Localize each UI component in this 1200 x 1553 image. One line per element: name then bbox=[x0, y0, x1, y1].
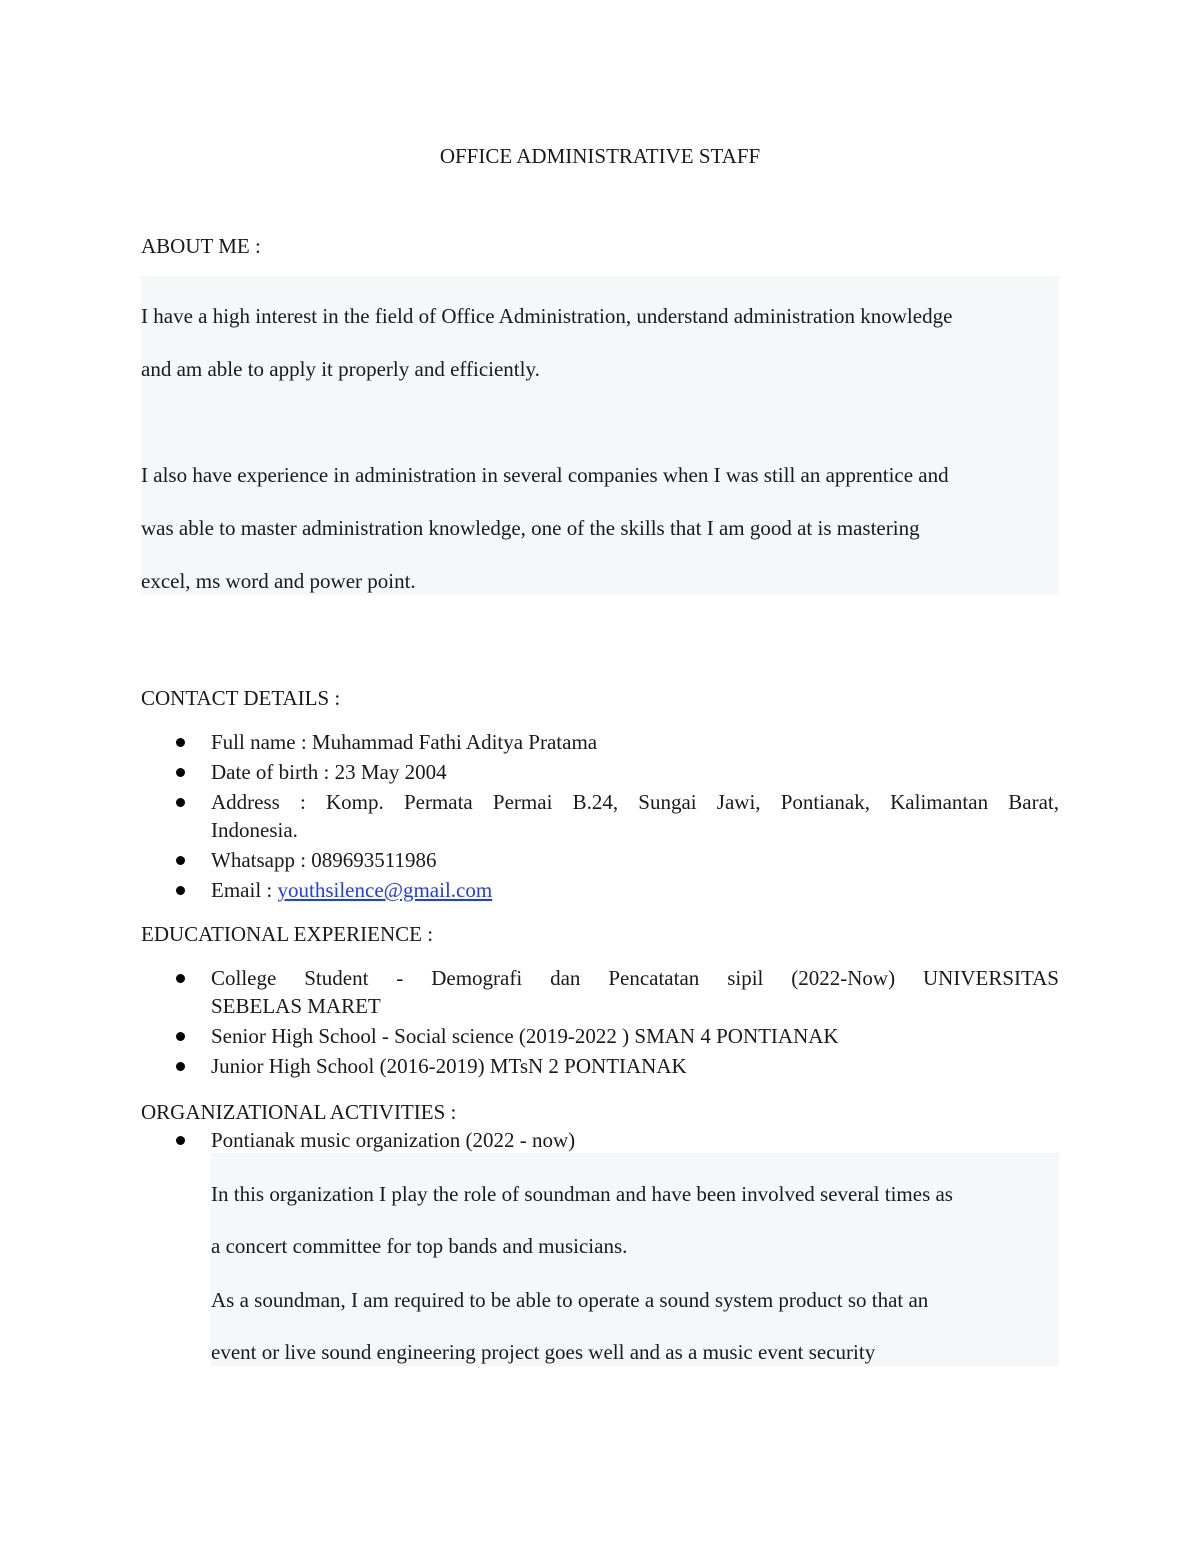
contact-heading: CONTACT DETAILS : bbox=[141, 686, 341, 710]
organization-line-3: As a soundman, I am required to be able to operate a sound system product so that an bbox=[211, 1288, 929, 1312]
about-line-1: I have a high interest in the field of Office Administration, understand administration knowledge bbox=[141, 304, 953, 328]
organization-line-4: event or live sound engineering project goes well and as a music event security bbox=[211, 1340, 876, 1364]
bullet-icon bbox=[176, 886, 185, 895]
education-item-junior-high: Junior High School (2016-2019) MTsN 2 PONTIANAK bbox=[141, 1052, 1059, 1080]
bullet-icon bbox=[176, 738, 185, 747]
bullet-icon bbox=[176, 856, 185, 865]
education-item-college: College Student - Demografi dan Pencatatan sipil (2022-Now) UNIVERSITAS SEBELAS MARET bbox=[141, 964, 1059, 1020]
about-line-2: and am able to apply it properly and efficiently. bbox=[141, 357, 540, 381]
contact-item-full-name: Full name : Muhammad Fathi Aditya Pratama bbox=[141, 728, 1059, 756]
contact-item-email bbox=[141, 876, 1059, 904]
contact-item-address: Address : Komp. Permata Permai B.24, Sungai Jawi, Pontianak, Kalimantan Barat, Indonesia. bbox=[141, 788, 1059, 844]
organization-item: Pontianak music organization (2022 - now) bbox=[141, 1126, 1059, 1154]
about-line-4: was able to master administration knowledge, one of the skills that I am good at is mastering bbox=[141, 516, 920, 540]
document-title: OFFICE ADMINISTRATIVE STAFF bbox=[439, 144, 761, 168]
about-line-3: I also have experience in administration in several companies when I was still an apprentice and bbox=[141, 463, 949, 487]
contact-list bbox=[141, 728, 1059, 906]
education-item-senior-high: Senior High School - Social science (2019-2022 ) SMAN 4 PONTIANAK bbox=[141, 1022, 1059, 1050]
email-label: Email : bbox=[211, 878, 278, 902]
bullet-icon bbox=[176, 798, 185, 807]
organization-list bbox=[141, 1126, 1059, 1156]
about-line-5: excel, ms word and power point. bbox=[141, 569, 416, 593]
contact-item-whatsapp: Whatsapp : 089693511986 bbox=[141, 846, 1059, 874]
email-link[interactable]: youthsilence@gmail.com bbox=[277, 878, 493, 902]
education-heading: EDUCATIONAL EXPERIENCE : bbox=[141, 922, 434, 946]
organization-line-1: In this organization I play the role of soundman and have been involved several times as bbox=[211, 1182, 953, 1206]
organization-line-2: a concert committee for top bands and musicians. bbox=[211, 1234, 628, 1258]
bullet-icon bbox=[176, 768, 185, 777]
contact-item-dob: Date of birth : 23 May 2004 bbox=[141, 758, 1059, 786]
bullet-icon bbox=[176, 1032, 185, 1041]
bullet-icon bbox=[176, 1062, 185, 1071]
bullet-icon bbox=[176, 974, 185, 983]
organization-heading: ORGANIZATIONAL ACTIVITIES : bbox=[141, 1100, 457, 1124]
bullet-icon bbox=[176, 1136, 185, 1145]
about-heading: ABOUT ME : bbox=[141, 234, 261, 258]
education-list bbox=[141, 964, 1059, 1082]
